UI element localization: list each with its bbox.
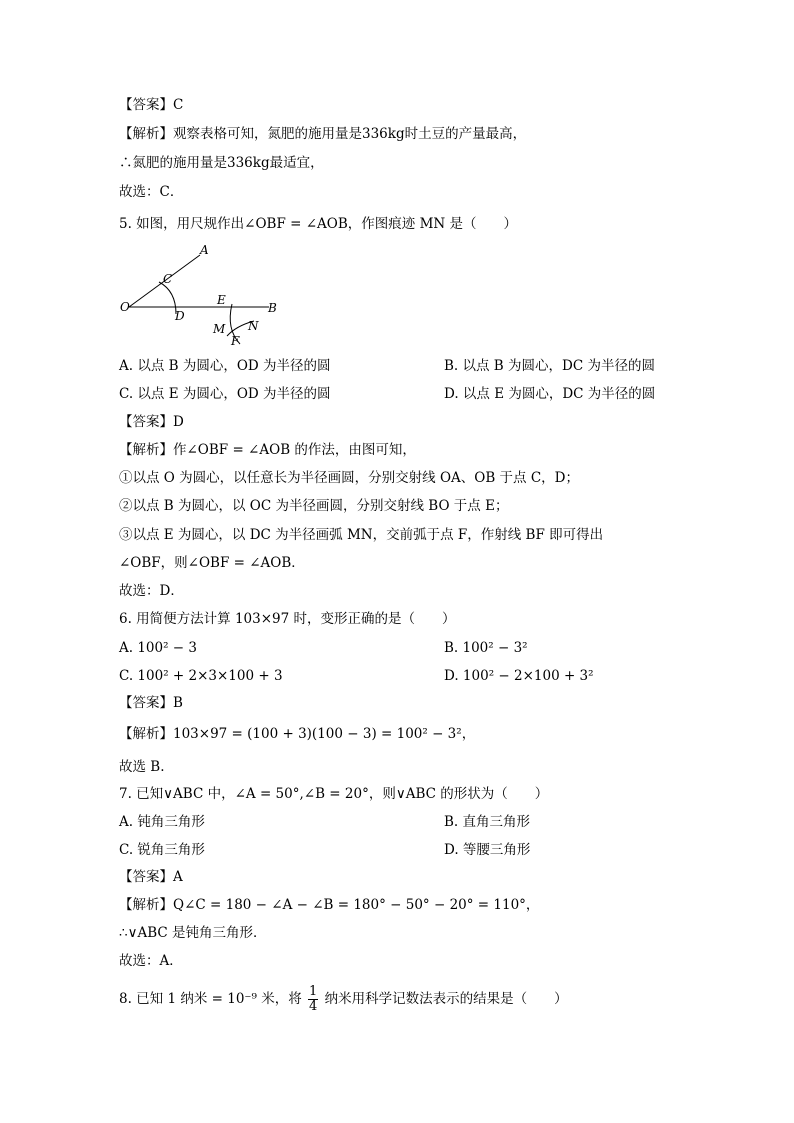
fraction-numerator: 1 — [309, 984, 318, 999]
q5-option-c: C. 以点 E 为圆心，OD 为半径的圆 — [119, 386, 331, 402]
question-5: 5. 如图，用尺规作出∠OBF = ∠AOB，作图痕迹 MN 是（ ） — [119, 216, 517, 232]
line-choose-6: 故选 B. — [119, 759, 165, 775]
line-answer-4: 【答案】C — [119, 97, 184, 113]
label-e: E — [217, 293, 226, 307]
q7-option-a: A. 钝角三角形 — [119, 814, 205, 830]
fraction-one-quarter — [308, 985, 318, 1014]
line-answer-5: 【答案】D — [119, 414, 184, 430]
q6-option-a: A. 100² − 3 — [119, 640, 197, 656]
line-answer-6: 【答案】B — [119, 695, 183, 711]
line-answer-7: 【答案】A — [119, 869, 183, 885]
q5-option-b: B. 以点 B 为圆心，DC 为半径的圆 — [444, 358, 655, 374]
arc-cd — [159, 282, 176, 314]
question-8-part-2: 纳米用科学记数法表示的结果是（ ） — [324, 991, 568, 1007]
label-c: C — [163, 272, 173, 286]
line-step-1: ①以点 O 为圆心，以任意长为半径画圆，分别交射线 OA、OB 于点 C，D； — [119, 470, 579, 486]
label-m: M — [213, 322, 226, 336]
label-o: O — [120, 300, 130, 314]
label-n: N — [248, 319, 259, 333]
line-conclusion-4: ∴氮肥的施用量是336kg最适宜， — [119, 155, 324, 171]
line-conclusion-7: ∴∨ABC 是钝角三角形． — [119, 925, 267, 941]
line-step-3: ③以点 E 为圆心，以 DC 为半径画弧 MN，交前弧于点 F，作射线 BF 即可得出 — [119, 527, 604, 543]
line-choose-5: 故选：D． — [119, 583, 184, 599]
label-a: A — [200, 244, 209, 257]
line-choose-7: 故选：A． — [119, 953, 183, 969]
label-d: D — [175, 309, 185, 323]
label-f: F — [231, 334, 240, 348]
q6-option-c: C. 100² + 2×3×100 + 3 — [119, 668, 283, 684]
q6-option-b: B. 100² − 3² — [444, 640, 528, 656]
q5-option-d: D. 以点 E 为圆心，DC 为半径的圆 — [444, 386, 656, 402]
question-7: 7. 已知∨ABC 中，∠A = 50°,∠B = 20°，则∨ABC 的形状为（ ） — [119, 786, 549, 802]
line-choose-4: 故选：C． — [119, 184, 184, 200]
line-step-2: ②以点 B 为圆心，以 OC 为半径画圆，分别交射线 BO 于点 E； — [119, 498, 509, 514]
line-analysis-6: 【解析】103×97 = (100 + 3)(100 − 3) = 100² − 3²， — [119, 726, 476, 742]
q7-option-c: C. 锐角三角形 — [119, 842, 205, 858]
q7-option-b: B. 直角三角形 — [444, 814, 531, 830]
line-analysis-4: 【解析】观察表格可知，氮肥的施用量是336kg时土豆的产量最高， — [119, 126, 527, 142]
q6-option-d: D. 100² − 2×100 + 3² — [444, 668, 594, 684]
q5-option-a: A. 以点 B 为圆心，OD 为半径的圆 — [119, 358, 331, 374]
question-8-part-1: 8. 已知 1 纳米 = 10⁻⁹ 米，将 — [119, 991, 302, 1007]
q7-option-d: D. 等腰三角形 — [444, 842, 531, 858]
line-step-3-cont: ∠OBF，则∠OBF = ∠AOB． — [119, 555, 305, 571]
question-8 — [119, 985, 568, 1014]
fraction-denominator: 4 — [309, 999, 318, 1014]
question-6: 6. 用简便方法计算 103×97 时，变形正确的是（ ） — [119, 611, 456, 627]
label-b: B — [268, 301, 277, 315]
line-analysis-7: 【解析】Q∠C = 180 − ∠A − ∠B = 180° − 50° − 20° = 110°， — [119, 897, 540, 913]
geometry-figure — [114, 244, 284, 354]
line-analysis-5: 【解析】作∠OBF = ∠AOB 的作法，由图可知， — [119, 442, 416, 458]
